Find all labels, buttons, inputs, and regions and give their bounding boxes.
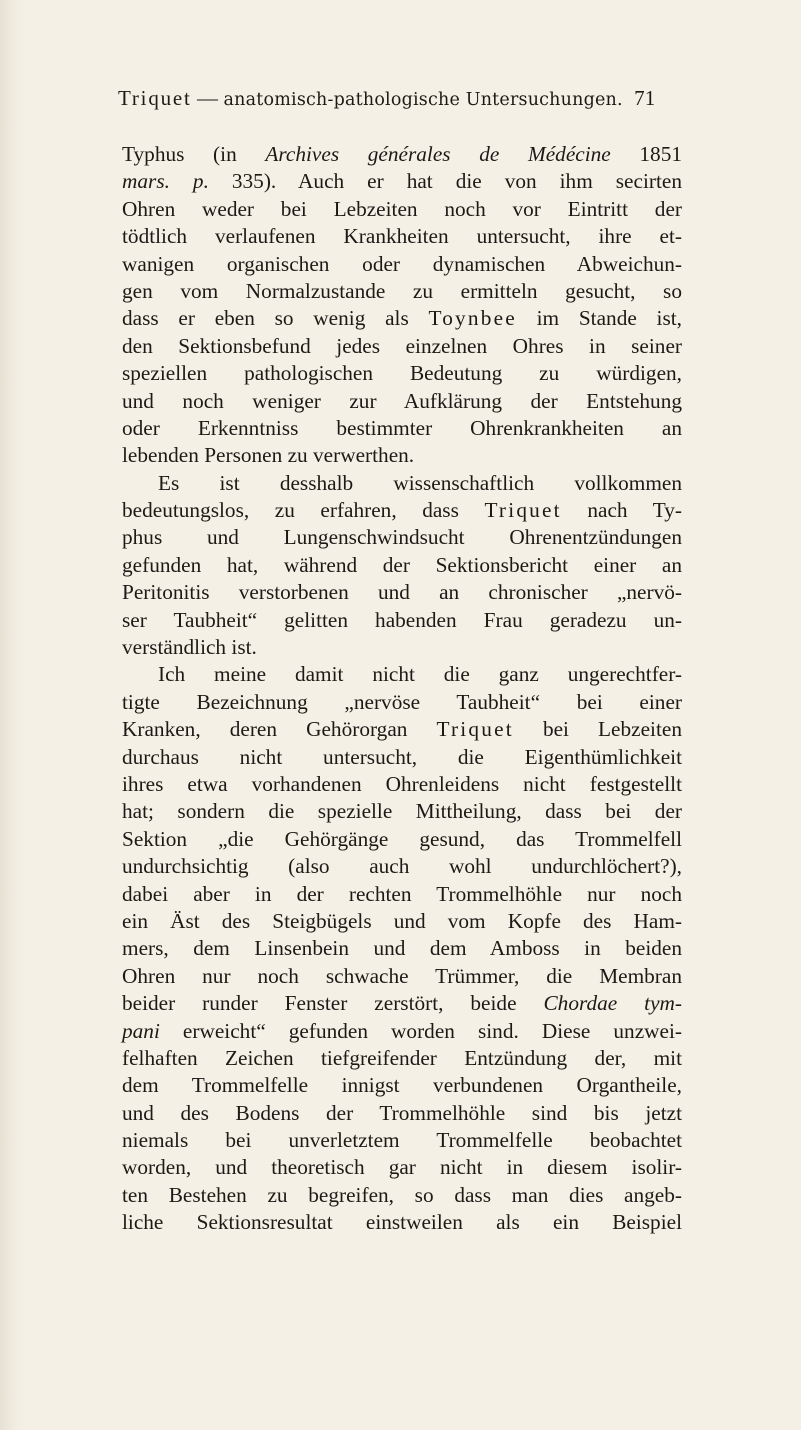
text-segment: verständlich ist. [122, 635, 257, 660]
text-line [122, 223, 682, 250]
text-segment: beider runder Fenster zerstört, beide [122, 991, 544, 1016]
text-segment: wanigen organischen oder dynamischen Abweichun- [122, 251, 682, 276]
page-gutter-shadow [0, 0, 24, 1430]
text-line [122, 661, 682, 688]
text-line [122, 305, 682, 332]
text-line [122, 881, 682, 908]
text-line [122, 470, 682, 497]
text-line [122, 607, 682, 634]
text-line [122, 1100, 682, 1127]
text-segment: ein Äst des Steigbügels und vom Kopfe des Ham- [122, 908, 682, 933]
text-line [122, 360, 682, 387]
text-segment: oder Erkenntniss bestimmter Ohrenkrankheiten an [122, 415, 682, 440]
text-segment: tigte Bezeichnung „nervöse Taubheit“ bei einer [122, 689, 682, 714]
text-line [122, 634, 682, 661]
text-segment: bei Lebzeiten [513, 717, 682, 742]
text-segment: im Stande ist, [516, 306, 682, 331]
text-line [122, 716, 682, 743]
text-line [122, 1127, 682, 1154]
text-segment: gen vom Normalzustande zu ermitteln gesucht, so [122, 278, 682, 303]
text-line [122, 798, 682, 825]
spaced-name: Triquet [484, 498, 562, 523]
text-line [122, 990, 682, 1017]
text-segment: worden, und theoretisch gar nicht in diesem isolir- [122, 1155, 682, 1180]
page-number: 71 [634, 86, 656, 110]
italic-text: Archives générales de Médécine [265, 142, 611, 166]
text-segment: mers, dem Linsenbein und dem Amboss in beiden [122, 936, 682, 961]
text-line [122, 415, 682, 442]
text-segment: hat; sondern die spezielle Mittheilung, dass bei der [122, 799, 682, 824]
text-line [122, 744, 682, 771]
text-segment: Peritonitis verstorbenen und an chronischer „nervö- [122, 580, 682, 605]
text-segment: undurchsichtig (also auch wohl undurchlöchert?), [122, 854, 682, 879]
text-segment: Ich meine damit nicht die ganz ungerechtfer- [158, 662, 682, 687]
text-segment: dem Trommelfelle innigst verbundenen Organtheile, [122, 1073, 682, 1098]
text-segment: ihres etwa vorhandenen Ohrenleidens nicht festgestellt [122, 771, 682, 796]
text-line [122, 1072, 682, 1099]
text-line [122, 1045, 682, 1072]
text-line [122, 552, 682, 579]
text-line [122, 689, 682, 716]
text-line [122, 524, 682, 551]
text-segment: dass er eben so wenig als [122, 306, 429, 331]
body-text [122, 141, 682, 1237]
italic-text: Chordae tym- [543, 991, 682, 1016]
spaced-name: Triquet [436, 717, 514, 742]
text-segment: 1851 [610, 142, 683, 166]
text-segment: ten Bestehen zu begreifen, so dass man dies angeb- [122, 1182, 682, 1207]
text-segment: speziellen pathologischen Bedeutung zu würdigen, [122, 361, 682, 386]
text-line [122, 1182, 682, 1209]
spaced-name: Toynbee [428, 306, 517, 331]
text-segment: erweicht“ gefunden worden sind. Diese unzwei- [159, 1018, 682, 1043]
text-line [122, 1209, 682, 1236]
text-segment: Typhus (in [122, 142, 266, 166]
running-head-author: Triquet [118, 86, 192, 110]
running-head-separator: — [197, 86, 219, 110]
text-line [122, 141, 682, 168]
text-segment: bedeutungslos, zu erfahren, dass [122, 498, 485, 523]
text-segment: und noch weniger zur Aufklärung der Entstehung [122, 388, 682, 413]
text-line [122, 497, 682, 524]
text-segment: tödtlich verlaufenen Krankheiten untersucht, ihre et- [122, 224, 682, 249]
text-line [122, 388, 682, 415]
text-line [122, 771, 682, 798]
italic-text: pani [122, 1018, 160, 1043]
text-line [122, 826, 682, 853]
text-segment: nach Ty- [561, 498, 682, 523]
text-segment: felhaften Zeichen tiefgreifender Entzündung der, mit [122, 1045, 682, 1070]
text-segment: und des Bodens der Trommelhöhle sind bis jetzt [122, 1100, 682, 1125]
text-line [122, 579, 682, 606]
text-line [122, 853, 682, 880]
text-line [122, 1154, 682, 1181]
text-segment: den Sektionsbefund jedes einzelnen Ohres in seiner [122, 333, 682, 358]
text-line [122, 278, 682, 305]
running-head-title: anatomisch-pathologische Untersuchungen. [223, 90, 623, 110]
text-segment: niemals bei unverletztem Trommelfelle beobachtet [122, 1128, 682, 1153]
text-segment: lebenden Personen zu verwerthen. [122, 443, 415, 468]
text-line [122, 1018, 682, 1045]
text-segment: Sektion „die Gehörgänge gesund, das Trommelfell [122, 826, 682, 851]
text-segment: dabei aber in der rechten Trommelhöhle nur noch [122, 881, 682, 906]
text-segment: durchaus nicht untersucht, die Eigenthümlichkeit [122, 744, 682, 769]
text-segment: liche Sektionsresultat einstweilen als ein Beispiel [122, 1210, 682, 1235]
text-line [122, 333, 682, 360]
text-line [122, 908, 682, 935]
text-segment: 335). Auch er hat die von ihm secirten [208, 169, 682, 194]
text-line [122, 196, 682, 223]
italic-text: mars. p. [122, 169, 209, 194]
running-head [118, 84, 698, 114]
text-line [122, 963, 682, 990]
text-segment: ser Taubheit“ gelitten habenden Frau geradezu un- [122, 607, 682, 632]
text-segment: phus und Lungenschwindsucht Ohrenentzündungen [122, 525, 682, 550]
text-line [122, 168, 682, 195]
text-line [122, 935, 682, 962]
text-line [122, 251, 682, 278]
text-segment: Ohren nur noch schwache Trümmer, die Membran [122, 963, 682, 988]
text-segment: Kranken, deren Gehörorgan [122, 717, 437, 742]
text-line [122, 442, 682, 469]
text-segment: gefunden hat, während der Sektionsbericht einer an [122, 552, 682, 577]
text-segment: Es ist desshalb wissenschaftlich vollkommen [158, 470, 682, 495]
text-segment: Ohren weder bei Lebzeiten noch vor Eintritt der [122, 196, 682, 221]
